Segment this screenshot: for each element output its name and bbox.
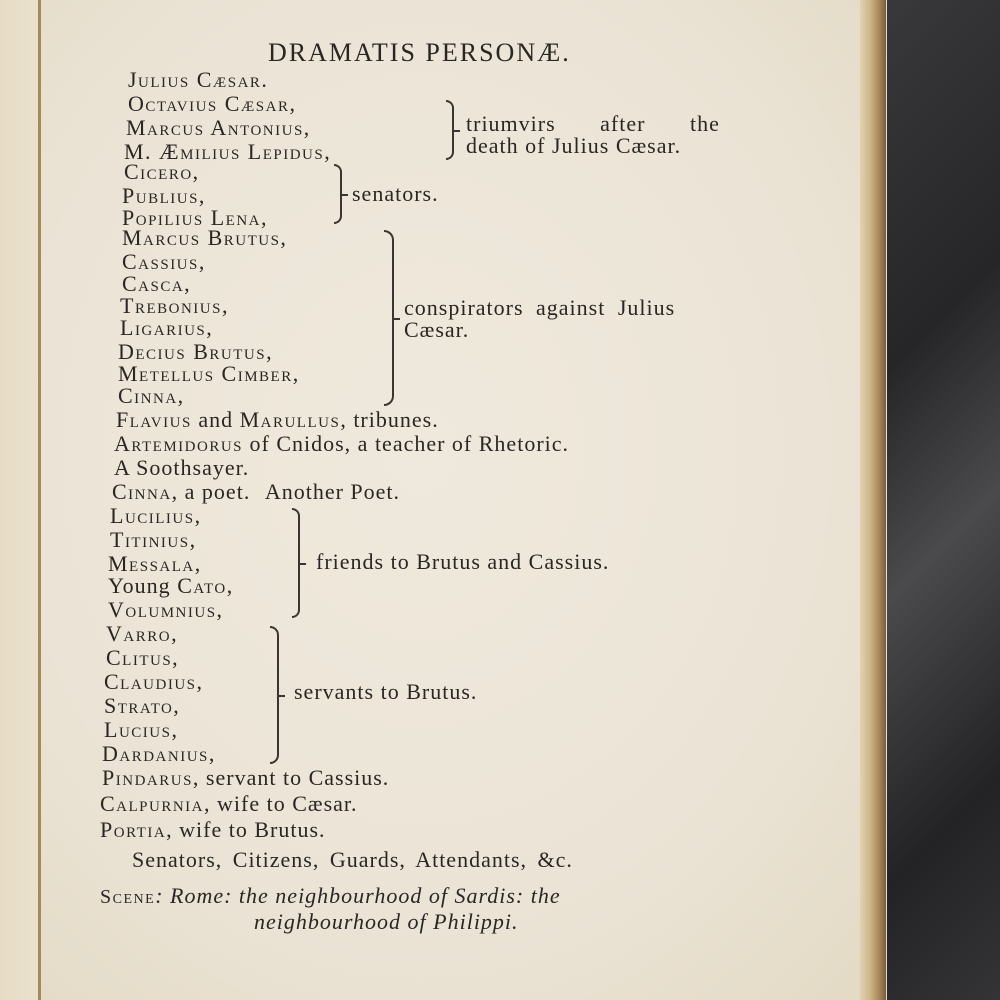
character-cicero: Cicero, (124, 159, 200, 184)
scene-line-cont: neighbourhood of Philippi. (254, 909, 519, 934)
character-publius: Publius, (122, 183, 206, 208)
character-pindarus-line (102, 766, 389, 790)
character-trebonius: Trebonius, (120, 293, 229, 318)
character-casca: Casca, (122, 271, 192, 296)
character-marcus-brutus: Marcus Brutus, (122, 225, 288, 250)
calpurnia-desc: , wife to Cæsar. (204, 791, 358, 816)
group-triumvirs-label-cont: death of Julius Cæsar. (466, 133, 682, 158)
character-varro: Varro, (106, 621, 179, 646)
page-stack-edge (860, 0, 886, 1000)
character-clitus: Clitus, (106, 645, 180, 670)
character-another-poet: Another Poet. (264, 479, 401, 504)
young-word: Young (108, 573, 171, 598)
character-marcus-antonius: Marcus Antonius, (126, 115, 311, 140)
character-portia: Portia (100, 817, 167, 842)
character-dardanius: Dardanius, (102, 741, 216, 766)
character-titinius: Titinius, (110, 527, 197, 552)
character-pindarus: Pindarus (102, 765, 193, 790)
artemidorus-desc: of Cnidos, a teacher of Rhetoric. (249, 431, 570, 456)
character-portia-line (100, 818, 326, 842)
brace-friends (292, 508, 300, 618)
extras-line: Senators, Citizens, Guards, Attendants, &c. (132, 847, 573, 872)
character-soothsayer: A Soothsayer. (114, 455, 250, 480)
scene-label: Scene (100, 886, 156, 908)
portia-desc: , wife to Brutus. (166, 817, 326, 842)
character-lucilius: Lucilius, (110, 503, 202, 528)
brace-senators (334, 164, 342, 224)
character-cinna-poet-line (112, 480, 400, 504)
cinna-poet-desc: , a poet. (171, 479, 251, 504)
character-strato: Strato, (104, 693, 181, 718)
pindarus-desc: , servant to Cassius. (192, 765, 390, 790)
character-cinna: Cinna, (118, 383, 185, 408)
connector-and: and (198, 407, 234, 432)
page-title: DRAMATIS PERSONÆ. (268, 38, 571, 67)
tribunes-desc: , tribunes. (340, 407, 439, 432)
character-decius-brutus: Decius Brutus, (118, 339, 274, 364)
brace-servants (270, 626, 279, 764)
character-claudius: Claudius, (104, 669, 204, 694)
character-calpurnia-line (100, 792, 358, 816)
brace-triumvirs (446, 100, 454, 160)
group-conspirators-label-cont: Cæsar. (404, 317, 470, 342)
character-young-cato: Cato, (177, 573, 234, 598)
character-julius-caesar: Julius Cæsar. (128, 67, 269, 92)
character-calpurnia: Calpurnia (100, 791, 205, 816)
scene-line (100, 884, 561, 909)
character-volumnius: Volumnius, (108, 597, 224, 622)
scene-text: : Rome: the neighbourhood of Sardis: the (155, 883, 561, 908)
character-flavius-marullus (116, 408, 439, 432)
group-senators-label: senators. (352, 181, 439, 206)
character-octavius: Octavius Cæsar, (128, 91, 297, 116)
character-artemidorus: Artemidorus (114, 431, 243, 456)
character-cinna-poet: Cinna (112, 479, 172, 504)
character-marullus: Marullus (239, 407, 341, 432)
character-lucius: Lucius, (104, 717, 179, 742)
group-conspirators-label: conspirators against Julius (404, 295, 676, 320)
group-friends-label: friends to Brutus and Cassius. (316, 549, 610, 574)
character-flavius: Flavius (116, 407, 192, 432)
brace-conspirators (384, 230, 394, 406)
character-popilius-lena: Popilius Lena, (122, 205, 269, 230)
character-ligarius: Ligarius, (120, 315, 214, 340)
character-artemidorus-line (114, 432, 569, 456)
character-metellus-cimber: Metellus Cimber, (118, 361, 300, 386)
group-servants-label: servants to Brutus. (294, 679, 478, 704)
character-young-cato-line (108, 574, 234, 598)
group-triumvirs-label: triumvirs after the (466, 111, 720, 136)
character-lepidus: M. Æmilius Lepidus, (124, 139, 332, 164)
character-messala: Messala, (108, 551, 202, 576)
character-cassius: Cassius, (122, 249, 206, 274)
